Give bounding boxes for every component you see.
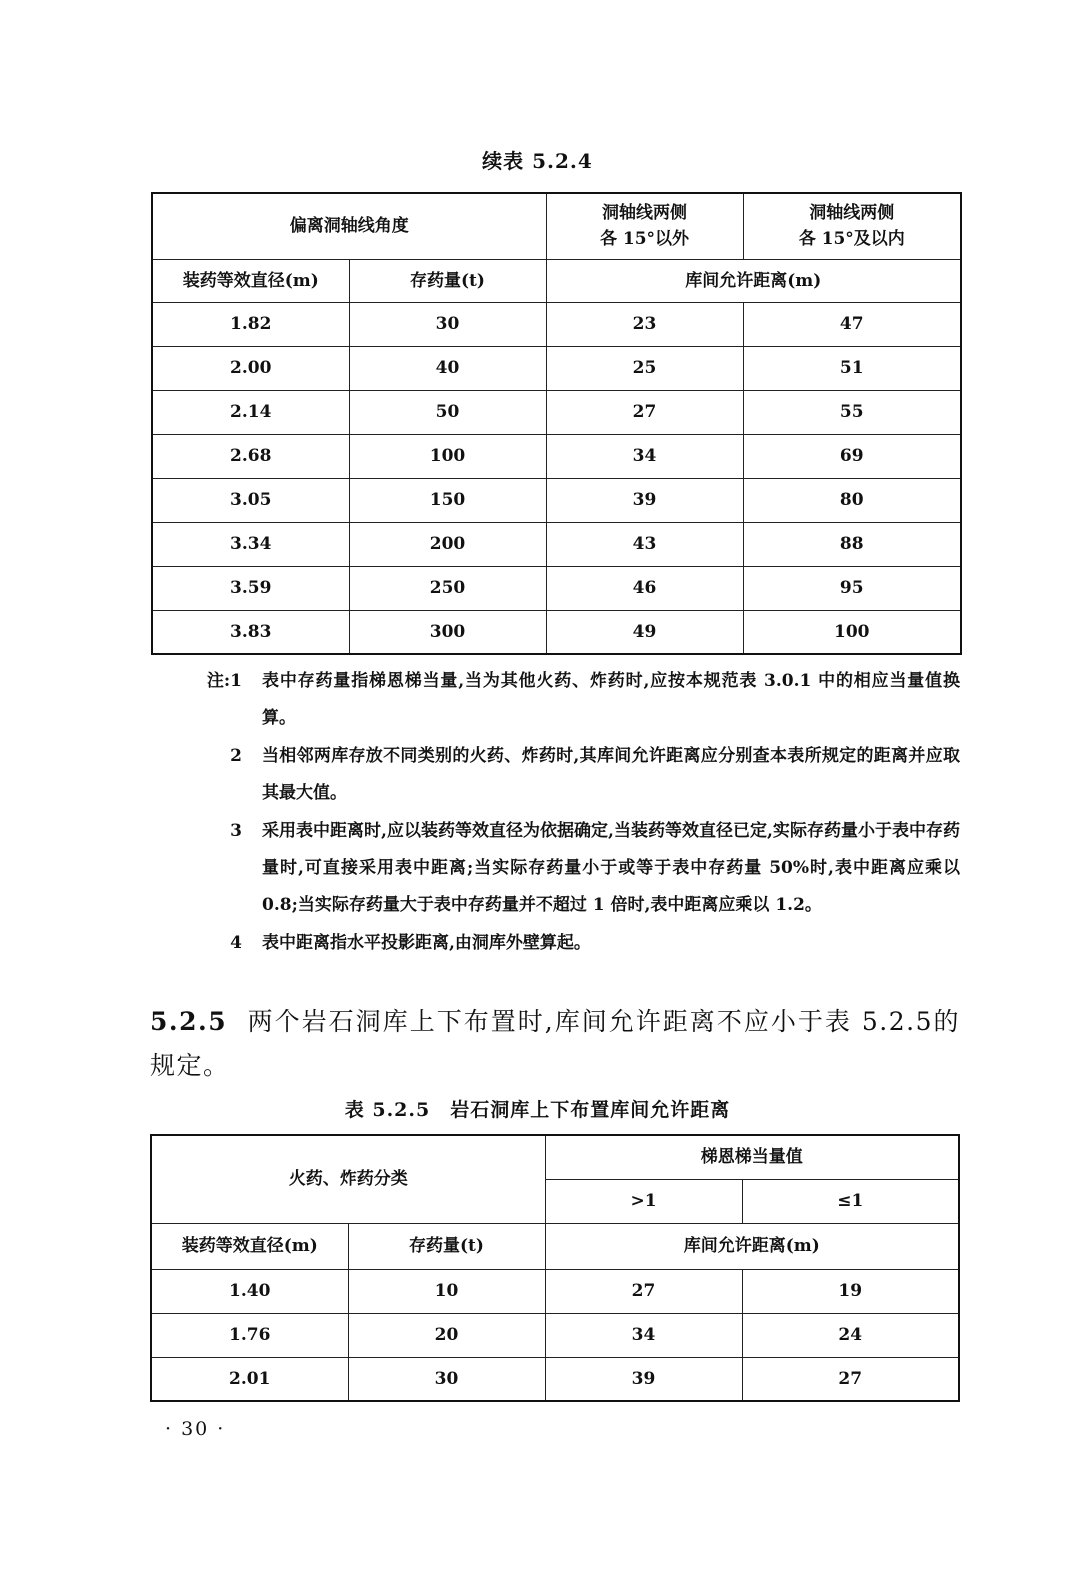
table-cell: 20 [348,1313,545,1357]
note-item [190,925,960,962]
table-cell: 27 [546,390,743,434]
table-cell: 24 [742,1313,959,1357]
table-cell: 80 [743,478,961,522]
table-cell: 300 [349,610,546,654]
diameter-header: 装药等效直径(m) [152,259,349,302]
table2-caption: 表 5.2.5 岩石洞库上下布置库间允许距离 [344,1099,731,1121]
table-row [151,1357,959,1401]
table-cell: 27 [742,1357,959,1401]
table-cell: 30 [349,302,546,346]
table-cell: 1.40 [151,1269,348,1313]
table-row [152,390,961,434]
table-cell: 46 [546,566,743,610]
table-cell: 40 [349,346,546,390]
clause-5-2-5 [150,1000,960,1088]
table-row [151,1313,959,1357]
table-cell: 3.59 [152,566,349,610]
table-cell: 3.83 [152,610,349,654]
table-cell: 2.68 [152,434,349,478]
le1-header: ≤1 [742,1179,959,1223]
note-item [190,663,960,737]
table-row [152,566,961,610]
category-header: 火药、炸药分类 [151,1135,545,1223]
table-cell: 30 [348,1357,545,1401]
distance-header: 库间允许距离(m) [545,1223,959,1269]
table-cell: 2.01 [151,1357,348,1401]
note-item [190,738,960,812]
inside-15-header-line1: 洞轴线两侧 [809,203,895,224]
table-cell: 3.34 [152,522,349,566]
table-cell: 100 [349,434,546,478]
table-cell: 51 [743,346,961,390]
table1-caption: 续表 5.2.4 [482,149,593,173]
table-cell: 69 [743,434,961,478]
clause-number: 5.2.5 [150,1007,228,1036]
note-number: 3 [230,821,242,841]
table-5-2-4 [151,192,962,655]
table-cell: 34 [545,1313,742,1357]
gt1-header: >1 [545,1179,742,1223]
table-row [151,1269,959,1313]
table-cell: 23 [546,302,743,346]
table-row [152,302,961,346]
table-cell: 34 [546,434,743,478]
outside-15-header [546,193,743,259]
table-cell: 27 [545,1269,742,1313]
table-cell: 1.82 [152,302,349,346]
table-cell: 10 [348,1269,545,1313]
table-cell: 150 [349,478,546,522]
table-cell: 3.05 [152,478,349,522]
note-text: 采用表中距离时,应以装药等效直径为依据确定,当装药等效直径已定,实际存药量小于表中存药量时,可直接采用表中距离;当实际存药量小于或等于表中存药量 50%时,表中距离应乘以 0.8;当实际存药量大于表中存药量并不超过 1 倍时,表中距离应乘以 1.2。 [262,821,960,915]
table-cell: 43 [546,522,743,566]
table-5-2-5 [150,1134,960,1402]
tnt-header: 梯恩梯当量值 [545,1135,959,1179]
table-cell: 55 [743,390,961,434]
table-cell: 95 [743,566,961,610]
table-cell: 2.00 [152,346,349,390]
inside-15-header-line2: 各 15°及以内 [798,229,905,250]
table-cell: 50 [349,390,546,434]
page-number: · 30 · [165,1418,226,1440]
table-row [152,346,961,390]
outside-15-header-line2: 各 15°以外 [599,229,690,250]
distance-header: 库间允许距离(m) [546,259,961,302]
table-cell: 88 [743,522,961,566]
outside-15-header-line1: 洞轴线两侧 [602,203,687,224]
angle-header: 偏离洞轴线角度 [152,193,546,259]
storage-header: 存药量(t) [348,1223,545,1269]
table-notes [190,663,960,963]
table-row [152,610,961,654]
note-number: 4 [230,933,242,953]
table-cell: 39 [545,1357,742,1401]
table-cell: 200 [349,522,546,566]
note-number: 2 [230,746,242,766]
table-row [152,434,961,478]
note-item [190,813,960,924]
table-cell: 19 [742,1269,959,1313]
table-cell: 100 [743,610,961,654]
table-row [152,522,961,566]
clause-text: 两个岩石洞库上下布置时,库间允许距离不应小于表 5.2.5的规定。 [150,1007,960,1080]
table-cell: 49 [546,610,743,654]
note-text: 表中距离指水平投影距离,由洞库外壁算起。 [262,933,591,953]
table-cell: 2.14 [152,390,349,434]
diameter-header: 装药等效直径(m) [151,1223,348,1269]
table-cell: 47 [743,302,961,346]
note-number: 注:1 [206,671,242,691]
table-cell: 1.76 [151,1313,348,1357]
table-cell: 250 [349,566,546,610]
table-cell: 25 [546,346,743,390]
note-text: 表中存药量指梯恩梯当量,当为其他火药、炸药时,应按本规范表 3.0.1 中的相应当量值换算。 [262,671,960,728]
table-cell: 39 [546,478,743,522]
storage-header: 存药量(t) [349,259,546,302]
inside-15-header [743,193,961,259]
table-row [152,478,961,522]
note-text: 当相邻两库存放不同类别的火药、炸药时,其库间允许距离应分别查本表所规定的距离并应取其最大值。 [262,746,960,803]
